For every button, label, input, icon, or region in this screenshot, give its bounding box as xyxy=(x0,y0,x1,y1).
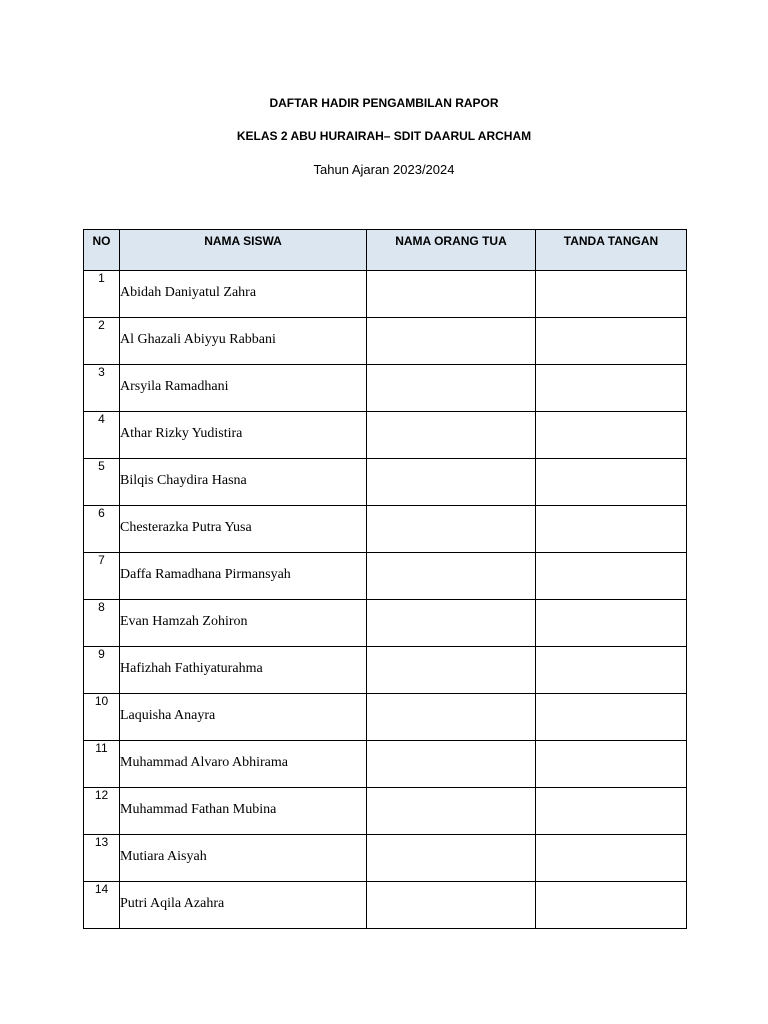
parent-name-cell[interactable] xyxy=(367,647,536,694)
parent-name-cell[interactable] xyxy=(367,318,536,365)
column-header-no: NO xyxy=(84,230,120,271)
row-number: 9 xyxy=(84,647,120,694)
table-row xyxy=(84,365,687,412)
signature-cell[interactable] xyxy=(536,788,687,835)
signature-cell[interactable] xyxy=(536,318,687,365)
row-number: 10 xyxy=(84,694,120,741)
parent-name-cell[interactable] xyxy=(367,365,536,412)
signature-cell[interactable] xyxy=(536,741,687,788)
column-header-parent-name: NAMA ORANG TUA xyxy=(367,230,536,271)
table-row xyxy=(84,788,687,835)
student-name-cell xyxy=(120,600,367,647)
student-name: Muhammad Fathan Mubina xyxy=(120,802,277,817)
row-number: 14 xyxy=(84,882,120,929)
student-name: Evan Hamzah Zohiron xyxy=(120,614,248,629)
academic-year: Tahun Ajaran 2023/2024 xyxy=(313,162,455,177)
attendance-table xyxy=(83,229,687,929)
signature-cell[interactable] xyxy=(536,647,687,694)
signature-cell[interactable] xyxy=(536,412,687,459)
table-header-row xyxy=(84,230,687,271)
row-number: 3 xyxy=(84,365,120,412)
student-name: Bilqis Chaydira Hasna xyxy=(120,473,247,488)
parent-name-cell[interactable] xyxy=(367,506,536,553)
column-header-signature: TANDA TANGAN xyxy=(536,230,687,271)
row-number: 6 xyxy=(84,506,120,553)
student-name: Laquisha Anayra xyxy=(120,708,216,723)
parent-name-cell[interactable] xyxy=(367,741,536,788)
student-name: Muhammad Alvaro Abhirama xyxy=(120,755,288,770)
table-row xyxy=(84,412,687,459)
column-header-student-name: NAMA SISWA xyxy=(120,230,367,271)
table-row xyxy=(84,553,687,600)
row-number: 13 xyxy=(84,835,120,882)
student-name-cell xyxy=(120,788,367,835)
table-row xyxy=(84,882,687,929)
student-name: Athar Rizky Yudistira xyxy=(120,426,243,441)
row-number: 5 xyxy=(84,459,120,506)
row-number: 4 xyxy=(84,412,120,459)
class-subtitle: KELAS 2 ABU HURAIRAH– SDIT DAARUL ARCHAM xyxy=(236,129,532,143)
parent-name-cell[interactable] xyxy=(367,271,536,318)
student-name-cell xyxy=(120,318,367,365)
parent-name-cell[interactable] xyxy=(367,553,536,600)
table-row xyxy=(84,459,687,506)
table-row xyxy=(84,506,687,553)
table-row xyxy=(84,835,687,882)
parent-name-cell[interactable] xyxy=(367,882,536,929)
table-row xyxy=(84,741,687,788)
parent-name-cell[interactable] xyxy=(367,459,536,506)
student-name-cell xyxy=(120,271,367,318)
signature-cell[interactable] xyxy=(536,459,687,506)
table-row xyxy=(84,318,687,365)
student-name-cell xyxy=(120,459,367,506)
student-name-cell xyxy=(120,741,367,788)
table-row xyxy=(84,271,687,318)
student-name: Mutiara Aisyah xyxy=(120,849,207,864)
signature-cell[interactable] xyxy=(536,600,687,647)
parent-name-cell[interactable] xyxy=(367,694,536,741)
signature-cell[interactable] xyxy=(536,271,687,318)
student-name: Putri Aqila Azahra xyxy=(120,896,225,911)
table-row xyxy=(84,694,687,741)
row-number: 12 xyxy=(84,788,120,835)
row-number: 11 xyxy=(84,741,120,788)
parent-name-cell[interactable] xyxy=(367,788,536,835)
student-name: Arsyila Ramadhani xyxy=(120,379,229,394)
student-name-cell xyxy=(120,365,367,412)
row-number: 7 xyxy=(84,553,120,600)
student-name-cell xyxy=(120,835,367,882)
student-name: Hafizhah Fathiyaturahma xyxy=(120,661,263,676)
row-number: 8 xyxy=(84,600,120,647)
parent-name-cell[interactable] xyxy=(367,835,536,882)
signature-cell[interactable] xyxy=(536,694,687,741)
table-row xyxy=(84,600,687,647)
student-name: Al Ghazali Abiyyu Rabbani xyxy=(120,332,276,347)
signature-cell[interactable] xyxy=(536,365,687,412)
student-name-cell xyxy=(120,647,367,694)
parent-name-cell[interactable] xyxy=(367,600,536,647)
signature-cell[interactable] xyxy=(536,506,687,553)
parent-name-cell[interactable] xyxy=(367,412,536,459)
student-name: Daffa Ramadhana Pirmansyah xyxy=(120,567,291,582)
student-name-cell xyxy=(120,412,367,459)
student-name: Abidah Daniyatul Zahra xyxy=(120,285,257,300)
table-row xyxy=(84,647,687,694)
student-name-cell xyxy=(120,506,367,553)
signature-cell[interactable] xyxy=(536,882,687,929)
student-name-cell xyxy=(120,694,367,741)
row-number: 2 xyxy=(84,318,120,365)
signature-cell[interactable] xyxy=(536,553,687,600)
student-name-cell xyxy=(120,882,367,929)
student-name: Chesterazka Putra Yusa xyxy=(120,520,252,535)
signature-cell[interactable] xyxy=(536,835,687,882)
document-title: DAFTAR HADIR PENGAMBILAN RAPOR xyxy=(269,96,499,110)
student-name-cell xyxy=(120,553,367,600)
row-number: 1 xyxy=(84,271,120,318)
